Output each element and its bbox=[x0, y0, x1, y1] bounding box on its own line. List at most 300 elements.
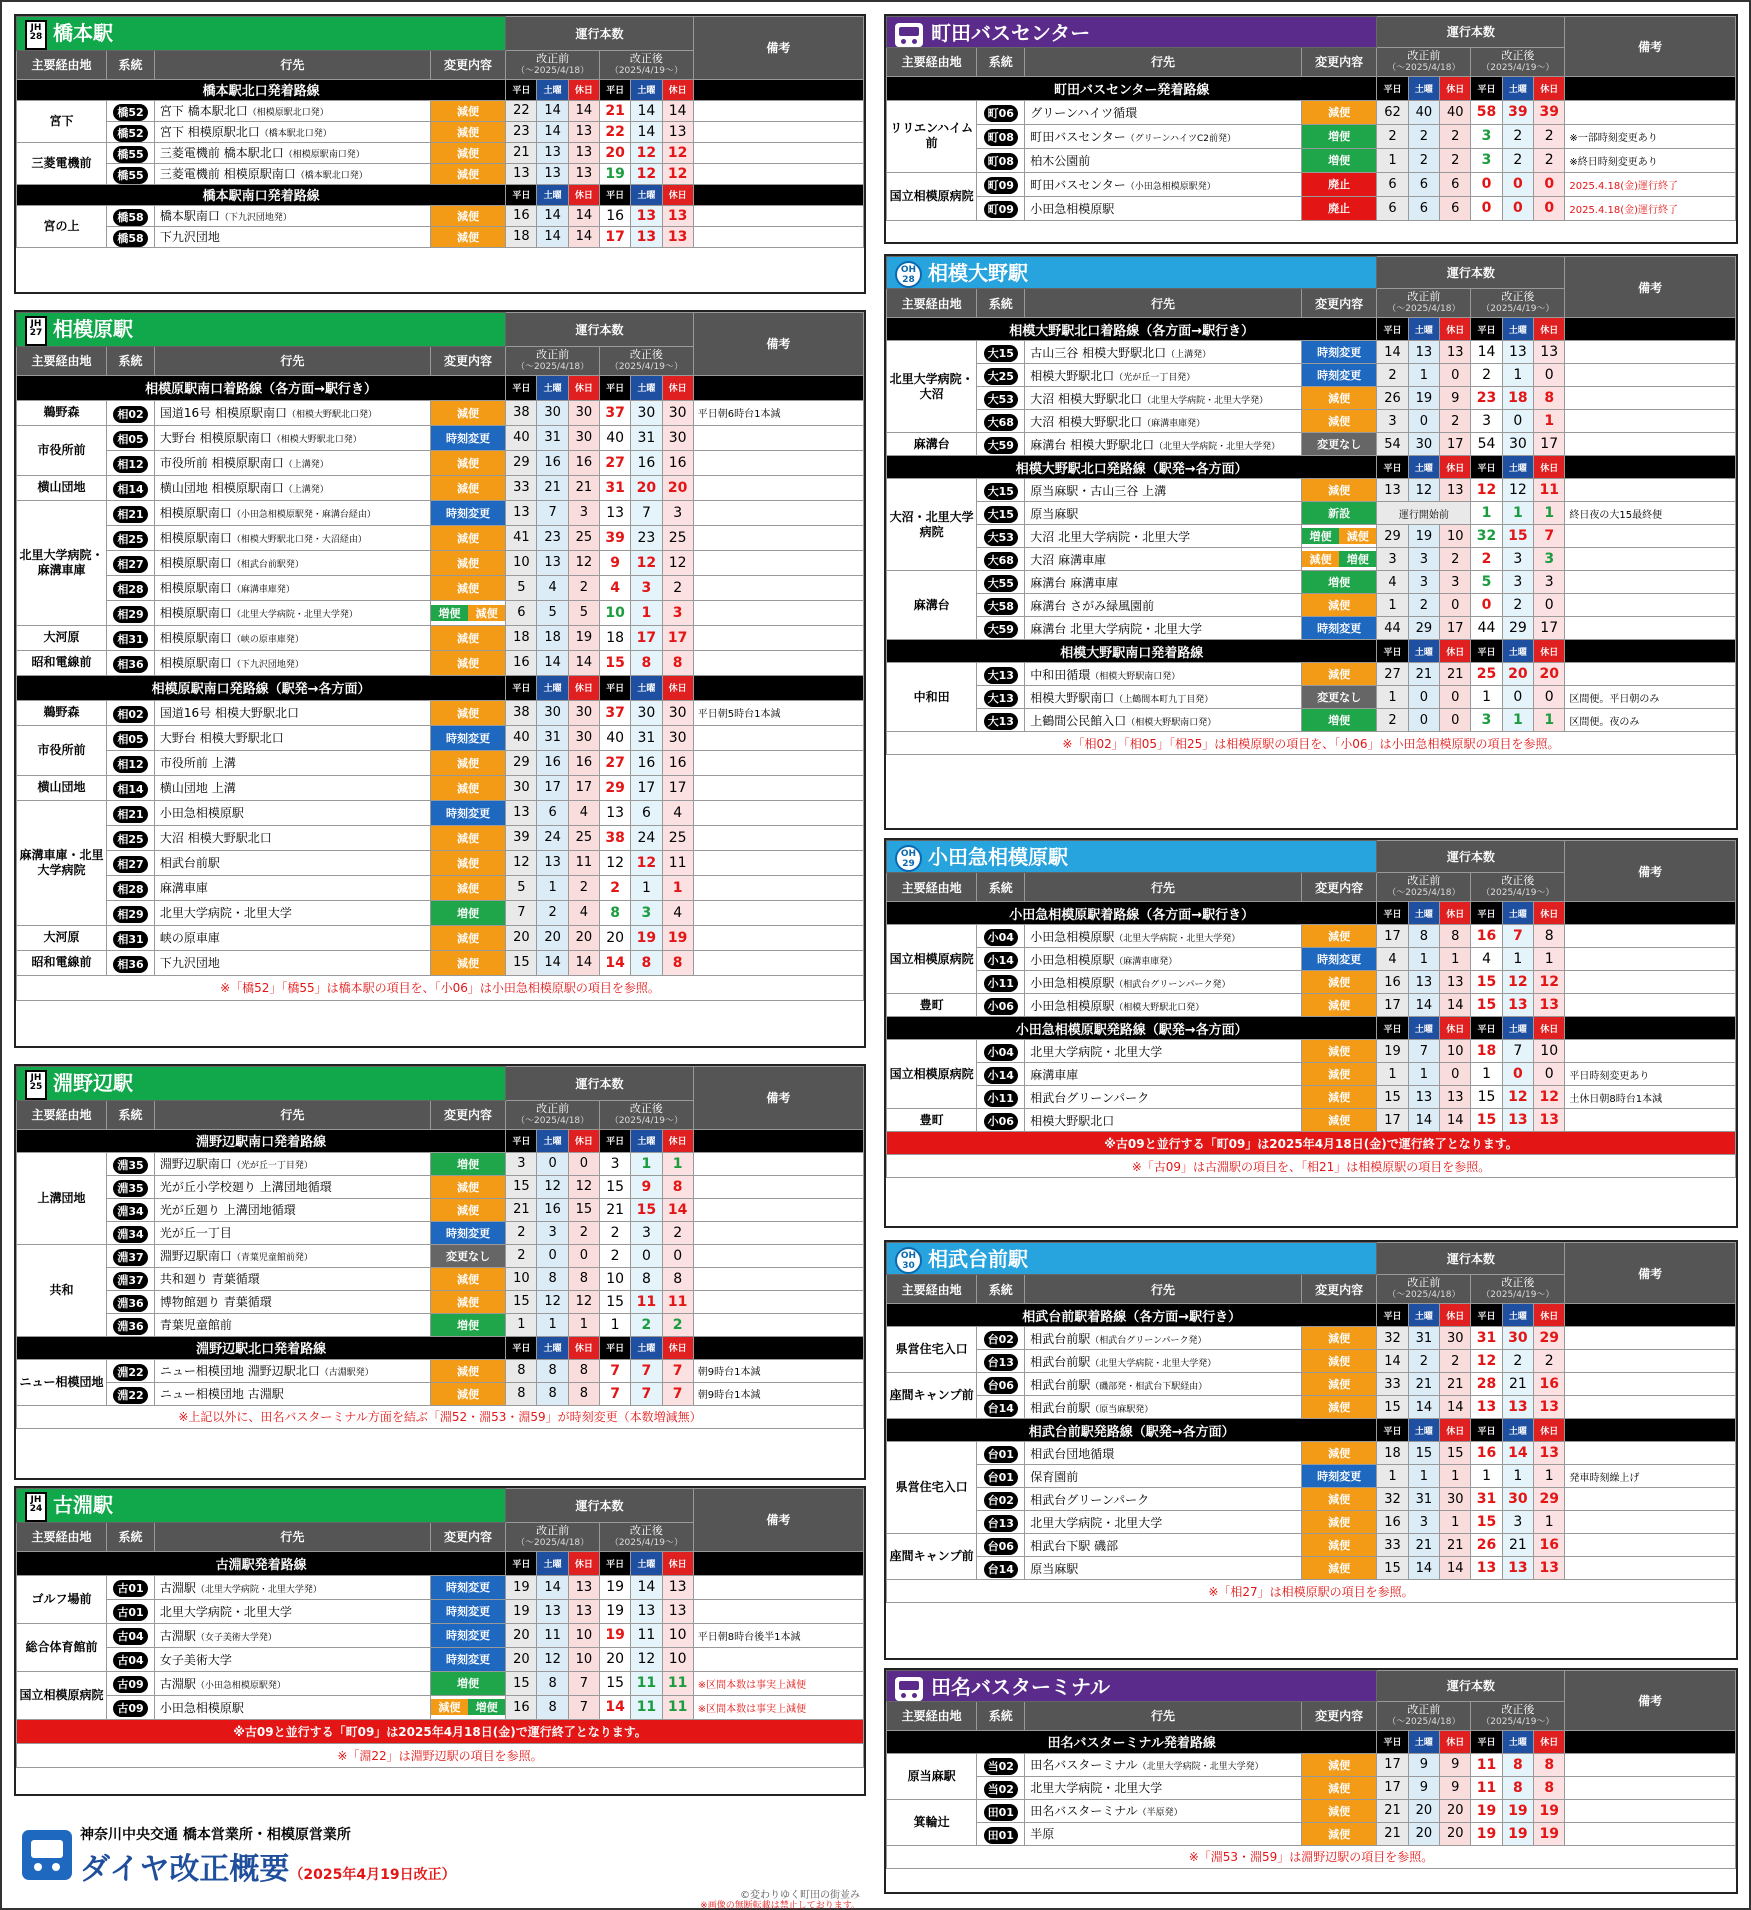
change-type: 減便 bbox=[1301, 1350, 1377, 1373]
before-count: 1 bbox=[1408, 1063, 1439, 1086]
table-row bbox=[887, 124, 1736, 148]
route-badge: 相14 bbox=[107, 475, 155, 500]
change-type: 増便 bbox=[430, 1671, 505, 1695]
remark bbox=[693, 625, 863, 650]
change-type: 時刻変更 bbox=[1301, 341, 1377, 364]
before-count: 1 bbox=[1440, 1511, 1471, 1534]
table-row bbox=[17, 625, 864, 650]
after-count: 13 bbox=[1534, 341, 1565, 364]
after-count: 13 bbox=[631, 205, 662, 226]
destination: 宮下 相模原駅北口（橋本駅北口発） bbox=[154, 121, 430, 142]
destination: 麻溝台 さがみ緑風園前 bbox=[1025, 594, 1302, 617]
before-count: 3 bbox=[1377, 548, 1408, 571]
day-holiday: 休日 bbox=[1534, 456, 1565, 479]
day-saturday: 土曜 bbox=[1408, 76, 1439, 100]
section-title: 古淵駅発着路線 bbox=[17, 1551, 506, 1575]
before-count: 33 bbox=[506, 475, 537, 500]
after-count: 15 bbox=[1471, 1086, 1502, 1109]
after-count: 30 bbox=[1502, 1327, 1533, 1350]
after-count: 1 bbox=[1502, 709, 1533, 732]
table-row bbox=[887, 1776, 1736, 1799]
after-count: 1 bbox=[1471, 1063, 1502, 1086]
footnote: ※「相02」「相05」「相25」は相模原駅の項目を、「小06」は小田急相模原駅の項目を参照。 bbox=[887, 732, 1736, 755]
table-row bbox=[887, 1086, 1736, 1109]
route-header: 系統 bbox=[977, 873, 1025, 902]
section-title: 小田急相模原駅発路線（駅発→各方面） bbox=[887, 1017, 1377, 1040]
after-header: 改正後 （2025/4/19～） bbox=[1471, 47, 1565, 76]
table-row bbox=[17, 1290, 864, 1313]
day-holiday: 休日 bbox=[1534, 1017, 1565, 1040]
destination: 博物館廻り 青葉循環 bbox=[154, 1290, 430, 1313]
remark bbox=[1565, 1396, 1736, 1419]
destination: 淵野辺駅南口（青葉児童館前発） bbox=[154, 1244, 430, 1267]
day-weekday: 平日 bbox=[600, 1129, 631, 1152]
table-row bbox=[887, 1396, 1736, 1419]
after-count: 30 bbox=[631, 700, 662, 725]
destination: 原当麻駅 bbox=[1025, 502, 1302, 525]
table-row bbox=[17, 550, 864, 575]
after-count: 30 bbox=[662, 400, 693, 425]
after-count: 37 bbox=[600, 400, 631, 425]
after-count: 7 bbox=[600, 1359, 631, 1382]
after-count: 8 bbox=[1534, 1753, 1565, 1776]
before-count: 30 bbox=[568, 725, 599, 750]
table-row bbox=[17, 475, 864, 500]
change-type: 減便 bbox=[430, 142, 505, 163]
after-count: 3 bbox=[1471, 709, 1502, 732]
before-count: 3 bbox=[1408, 1511, 1439, 1534]
timetable-odasaga bbox=[886, 840, 1736, 1178]
after-count: 18 bbox=[1471, 1040, 1502, 1063]
remark-header: 備考 bbox=[1565, 17, 1736, 77]
after-count: 7 bbox=[600, 1382, 631, 1405]
before-count: 33 bbox=[1377, 1373, 1408, 1396]
after-count: 2 bbox=[1534, 124, 1565, 148]
before-count: 39 bbox=[506, 825, 537, 850]
before-count: 13 bbox=[537, 550, 568, 575]
destination: 相武台グリーンパーク bbox=[1025, 1086, 1302, 1109]
table-row bbox=[887, 364, 1736, 387]
before-count: 6 bbox=[1440, 196, 1471, 220]
table-row bbox=[887, 410, 1736, 433]
remark bbox=[1565, 617, 1736, 640]
dest-header: 行先 bbox=[154, 1100, 430, 1129]
after-count: 8 bbox=[631, 650, 662, 675]
remark bbox=[1565, 1350, 1736, 1373]
destination: 三菱電機前 橋本駅北口（相模原駅南口発） bbox=[154, 142, 430, 163]
via-cell: 麻溝車庫・北里大学病院 bbox=[17, 800, 107, 925]
before-header: 改正前 （～2025/4/18） bbox=[506, 346, 600, 375]
route-badge: 古09 bbox=[107, 1671, 155, 1695]
remark bbox=[693, 450, 863, 475]
before-count: 32 bbox=[1377, 1488, 1408, 1511]
after-count: 30 bbox=[662, 425, 693, 450]
destination: 市役所前 上溝 bbox=[154, 750, 430, 775]
change-type: 減便 bbox=[430, 1290, 505, 1313]
change-type: 時刻変更 bbox=[430, 1623, 505, 1647]
destination: 大沼 相模大野駅北口 bbox=[154, 825, 430, 850]
table-row bbox=[17, 1267, 864, 1290]
day-holiday: 休日 bbox=[1440, 1730, 1471, 1753]
via-cell: 麻溝台 bbox=[887, 571, 977, 640]
day-weekday: 平日 bbox=[1377, 640, 1408, 663]
before-count: 54 bbox=[1377, 433, 1408, 456]
remark bbox=[1565, 1753, 1736, 1776]
route-badge: 台14 bbox=[977, 1396, 1025, 1419]
after-count: 13 bbox=[662, 121, 693, 142]
after-count: 11 bbox=[662, 850, 693, 875]
destination: 古山三谷 相模大野駅北口（上溝発） bbox=[1025, 341, 1302, 364]
route-badge: 大55 bbox=[977, 571, 1025, 594]
via-cell: 大沼・北里大学病院 bbox=[887, 479, 977, 571]
remark: ※一部時刻変更あり bbox=[1565, 124, 1736, 148]
after-count: 9 bbox=[600, 550, 631, 575]
via-header: 主要経由地 bbox=[887, 289, 977, 318]
before-count: 8 bbox=[537, 1695, 568, 1719]
before-count: 12 bbox=[1408, 479, 1439, 502]
table-row bbox=[17, 1599, 864, 1623]
change-type: 減便 bbox=[430, 525, 505, 550]
after-count: 12 bbox=[1471, 479, 1502, 502]
destination: 小田急相模原駅 bbox=[154, 1695, 430, 1719]
after-count: 13 bbox=[1502, 1396, 1533, 1419]
before-count: 24 bbox=[537, 825, 568, 850]
before-count: 17 bbox=[1440, 433, 1471, 456]
destination: 相模原駅南口（下九沢団地発） bbox=[154, 650, 430, 675]
remark: ※区間本数は事実上減便 bbox=[693, 1671, 863, 1695]
after-count: 19 bbox=[600, 1623, 631, 1647]
after-count: 0 bbox=[1502, 1063, 1533, 1086]
after-count: 23 bbox=[1471, 387, 1502, 410]
before-count: 14 bbox=[1408, 994, 1439, 1017]
before-count: 19 bbox=[1408, 525, 1439, 548]
after-header: 改正後 （2025/4/19～） bbox=[600, 50, 694, 79]
before-count: 29 bbox=[506, 750, 537, 775]
before-count: 5 bbox=[506, 875, 537, 900]
via-cell: ゴルフ場前 bbox=[17, 1575, 107, 1623]
count-header: 運行本数 bbox=[506, 1489, 694, 1523]
day-saturday: 土曜 bbox=[537, 184, 568, 205]
day-holiday: 休日 bbox=[1440, 318, 1471, 341]
before-count: 0 bbox=[568, 1244, 599, 1267]
after-count: 16 bbox=[1534, 1534, 1565, 1557]
before-count: 9 bbox=[1440, 1753, 1471, 1776]
day-saturday: 土曜 bbox=[537, 1129, 568, 1152]
route-badge: 小04 bbox=[977, 1040, 1025, 1063]
table-row bbox=[887, 1040, 1736, 1063]
route-badge: 相31 bbox=[107, 925, 155, 950]
remark bbox=[693, 550, 863, 575]
remark bbox=[1565, 100, 1736, 124]
before-count: 40 bbox=[506, 425, 537, 450]
before-count: 21 bbox=[1408, 1373, 1439, 1396]
before-count: 12 bbox=[568, 550, 599, 575]
day-weekday: 平日 bbox=[1471, 1419, 1502, 1442]
before-count: 31 bbox=[1408, 1488, 1439, 1511]
after-count: 3 bbox=[1502, 548, 1533, 571]
before-count: 14 bbox=[1440, 994, 1471, 1017]
before-count: 31 bbox=[537, 725, 568, 750]
after-count: 3 bbox=[1502, 571, 1533, 594]
table-row bbox=[887, 1511, 1736, 1534]
before-count: 13 bbox=[568, 1599, 599, 1623]
before-count: 13 bbox=[1408, 971, 1439, 994]
destination: 小田急相模原駅 bbox=[1025, 196, 1302, 220]
route-badge: 相02 bbox=[107, 700, 155, 725]
day-holiday: 休日 bbox=[662, 1129, 693, 1152]
after-count: 8 bbox=[1534, 925, 1565, 948]
before-count: 21 bbox=[1440, 663, 1471, 686]
before-count: 12 bbox=[537, 1290, 568, 1313]
count-header: 運行本数 bbox=[1377, 257, 1565, 289]
change-type: 廃止 bbox=[1301, 196, 1377, 220]
route-header: 系統 bbox=[107, 50, 155, 79]
day-saturday: 土曜 bbox=[1502, 640, 1533, 663]
change-type: 増便 減便 bbox=[1301, 525, 1377, 548]
before-count: 21 bbox=[506, 1198, 537, 1221]
after-count: 3 bbox=[1471, 148, 1502, 172]
bus-logo-icon bbox=[22, 1830, 72, 1880]
page-title bbox=[80, 1844, 456, 1888]
dest-header: 行先 bbox=[1025, 873, 1302, 902]
before-count: 14 bbox=[1408, 1109, 1439, 1132]
after-count: 2 bbox=[1502, 148, 1533, 172]
footnote: ※「橋52」「橋55」は橋本駅の項目を、「小06」は小田急相模原駅の項目を参照。 bbox=[17, 975, 864, 1000]
after-count: 2 bbox=[1534, 1350, 1565, 1373]
via-cell: 北里大学病院・麻溝車庫 bbox=[17, 500, 107, 625]
route-badge: 小06 bbox=[977, 994, 1025, 1017]
after-count: 6 bbox=[631, 800, 662, 825]
after-count: 58 bbox=[1471, 100, 1502, 124]
after-count: 18 bbox=[600, 625, 631, 650]
count-header: 運行本数 bbox=[1377, 841, 1565, 873]
remark bbox=[1565, 594, 1736, 617]
destination: 淵野辺駅南口（光が丘一丁目発） bbox=[154, 1152, 430, 1175]
via-cell: 大河原 bbox=[17, 925, 107, 950]
after-count: 4 bbox=[662, 800, 693, 825]
after-count: 21 bbox=[1502, 1534, 1533, 1557]
change-type: 時刻変更 bbox=[430, 500, 505, 525]
via-cell: 県営住宅入口 bbox=[887, 1327, 977, 1373]
change-type: 増便 減便 bbox=[430, 600, 505, 625]
day-weekday: 平日 bbox=[1471, 76, 1502, 100]
change-type: 減便 bbox=[1301, 1373, 1377, 1396]
before-count: 2 bbox=[1377, 364, 1408, 387]
after-count: 8 bbox=[662, 650, 693, 675]
after-count: 8 bbox=[631, 950, 662, 975]
after-count: 11 bbox=[1534, 479, 1565, 502]
day-saturday: 土曜 bbox=[1408, 318, 1439, 341]
after-count: 1 bbox=[631, 600, 662, 625]
via-cell: 三菱電機前 bbox=[17, 142, 107, 184]
before-count: 30 bbox=[1408, 433, 1439, 456]
destination: 共和廻り 青葉循環 bbox=[154, 1267, 430, 1290]
table-row bbox=[887, 196, 1736, 220]
via-cell: 上溝団地 bbox=[17, 1152, 107, 1244]
after-count: 3 bbox=[1471, 410, 1502, 433]
after-count: 14 bbox=[631, 121, 662, 142]
before-count: 12 bbox=[506, 850, 537, 875]
destination: 市役所前 相模原駅南口（上溝発） bbox=[154, 450, 430, 475]
after-count: 8 bbox=[1502, 1753, 1533, 1776]
day-holiday: 休日 bbox=[1534, 1304, 1565, 1327]
before-count: 2 bbox=[568, 1221, 599, 1244]
day-weekday: 平日 bbox=[600, 79, 631, 100]
route-header: 系統 bbox=[977, 1275, 1025, 1304]
before-count: 17 bbox=[1377, 925, 1408, 948]
change-type: 減便 bbox=[1301, 925, 1377, 948]
before-count: 16 bbox=[568, 750, 599, 775]
route-badge: 台02 bbox=[977, 1488, 1025, 1511]
after-count: 8 bbox=[1534, 1776, 1565, 1799]
after-count: 20 bbox=[1534, 663, 1565, 686]
before-count: 20 bbox=[1408, 1799, 1439, 1822]
after-count: 13 bbox=[1471, 1396, 1502, 1419]
after-count: 13 bbox=[1534, 994, 1565, 1017]
via-cell: 箕輪辻 bbox=[887, 1799, 977, 1845]
table-row bbox=[17, 450, 864, 475]
route-badge: 大13 bbox=[977, 686, 1025, 709]
via-header: 主要経由地 bbox=[17, 50, 107, 79]
via-cell: 国立相模原病院 bbox=[887, 1040, 977, 1109]
via-cell: 原当麻駅 bbox=[887, 1753, 977, 1799]
after-count: 3 bbox=[631, 575, 662, 600]
count-header: 運行本数 bbox=[506, 17, 694, 51]
after-count: 16 bbox=[631, 450, 662, 475]
day-saturday: 土曜 bbox=[631, 184, 662, 205]
table-row bbox=[17, 425, 864, 450]
station-title: OH 30 相武台前駅 bbox=[887, 1243, 1377, 1275]
before-count: 2 bbox=[1440, 548, 1471, 571]
destination: 峡の原車庫 bbox=[154, 925, 430, 950]
after-count: 1 bbox=[1502, 502, 1533, 525]
after-count: 3 bbox=[662, 600, 693, 625]
before-count: 4 bbox=[568, 900, 599, 925]
destination: 相武台前駅（原当麻駅発） bbox=[1025, 1396, 1302, 1419]
after-count: 16 bbox=[631, 750, 662, 775]
before-count: 21 bbox=[1377, 1799, 1408, 1822]
route-badge: 相12 bbox=[107, 450, 155, 475]
after-count: 17 bbox=[600, 226, 631, 247]
timetable-machida bbox=[886, 16, 1736, 221]
change-type: 減便 bbox=[1301, 663, 1377, 686]
before-count: 13 bbox=[1408, 1086, 1439, 1109]
route-badge: 大13 bbox=[977, 709, 1025, 732]
after-count: 14 bbox=[631, 1575, 662, 1599]
station-panel-odasaga bbox=[884, 838, 1738, 1228]
day-weekday: 平日 bbox=[506, 375, 537, 400]
change-type: 減便 bbox=[1301, 1086, 1377, 1109]
day-saturday: 土曜 bbox=[1408, 1017, 1439, 1040]
table-row bbox=[17, 163, 864, 184]
table-row bbox=[17, 525, 864, 550]
change-type: 時刻変更 bbox=[430, 425, 505, 450]
table-row bbox=[887, 971, 1736, 994]
via-cell: 国立相模原病院 bbox=[887, 925, 977, 994]
destination: 古淵駅（女子美術大学発） bbox=[154, 1623, 430, 1647]
after-count: 13 bbox=[1502, 341, 1533, 364]
remark bbox=[1565, 479, 1736, 502]
before-count: 13 bbox=[568, 163, 599, 184]
remark: 平日時刻変更あり bbox=[1565, 1063, 1736, 1086]
after-count: 12 bbox=[1534, 1086, 1565, 1109]
destination: 国道16号 相模大野駅北口 bbox=[154, 700, 430, 725]
change-type: 減便 bbox=[430, 575, 505, 600]
after-count: 13 bbox=[1534, 1557, 1565, 1580]
section-title: 町田バスセンター発着路線 bbox=[887, 76, 1377, 100]
destination: 麻溝車庫 bbox=[154, 875, 430, 900]
day-saturday: 土曜 bbox=[1408, 456, 1439, 479]
change-type: 減便 増便 bbox=[430, 1695, 505, 1719]
before-count: 21 bbox=[1440, 1373, 1471, 1396]
route-badge: 小04 bbox=[977, 925, 1025, 948]
after-count: 13 bbox=[1534, 1396, 1565, 1419]
destination: 麻溝車庫 bbox=[1025, 1063, 1302, 1086]
route-badge: 大68 bbox=[977, 410, 1025, 433]
via-header: 主要経由地 bbox=[17, 1100, 107, 1129]
table-row bbox=[887, 548, 1736, 571]
after-count: 19 bbox=[662, 925, 693, 950]
route-badge: 町08 bbox=[977, 148, 1025, 172]
route-badge: 相02 bbox=[107, 400, 155, 425]
after-count: 8 bbox=[1502, 1776, 1533, 1799]
after-count: 1 bbox=[631, 875, 662, 900]
route-badge: 相14 bbox=[107, 775, 155, 800]
table-row bbox=[17, 142, 864, 163]
change-type: 増便 bbox=[430, 1152, 505, 1175]
change-type: 減便 bbox=[430, 625, 505, 650]
route-badge: 相28 bbox=[107, 875, 155, 900]
before-count: 21 bbox=[1377, 1822, 1408, 1845]
via-cell: 北里大学病院・大沼 bbox=[887, 341, 977, 433]
after-count: 15 bbox=[1471, 1511, 1502, 1534]
change-type: 減便 bbox=[1301, 387, 1377, 410]
change-type: 減便 bbox=[1301, 1799, 1377, 1822]
destination: 光が丘廻り 上溝団地循環 bbox=[154, 1198, 430, 1221]
before-count: 29 bbox=[1408, 617, 1439, 640]
after-count: 29 bbox=[1502, 617, 1533, 640]
destination: 宮下 橋本駅北口（相模原駅北口発） bbox=[154, 100, 430, 121]
before-count: 16 bbox=[537, 1198, 568, 1221]
change-type: 減便 bbox=[1301, 1442, 1377, 1465]
route-badge: 大15 bbox=[977, 479, 1025, 502]
change-type: 時刻変更 bbox=[430, 725, 505, 750]
table-row bbox=[887, 341, 1736, 364]
via-cell: 国立相模原病院 bbox=[17, 1671, 107, 1719]
via-cell: 昭和電線前 bbox=[17, 950, 107, 975]
route-badge: 当02 bbox=[977, 1753, 1025, 1776]
change-type: 減便 bbox=[1301, 1534, 1377, 1557]
after-count: 9 bbox=[631, 1175, 662, 1198]
table-row bbox=[887, 1534, 1736, 1557]
after-count: 13 bbox=[1471, 1557, 1502, 1580]
day-holiday: 休日 bbox=[568, 79, 599, 100]
after-header: 改正後 （2025/4/19～） bbox=[600, 1100, 694, 1129]
day-weekday: 平日 bbox=[600, 375, 631, 400]
change-type: 減便 bbox=[430, 1382, 505, 1405]
station-title: OH 28 相模大野駅 bbox=[887, 257, 1377, 289]
via-cell: 鵜野森 bbox=[17, 700, 107, 725]
after-count: 8 bbox=[662, 950, 693, 975]
after-count: 14 bbox=[1502, 1442, 1533, 1465]
station-title: JH 27 相模原駅 bbox=[17, 313, 506, 347]
table-row bbox=[17, 900, 864, 925]
via-header: 主要経由地 bbox=[17, 346, 107, 375]
before-count: 31 bbox=[1408, 1327, 1439, 1350]
route-badge: 橋55 bbox=[107, 163, 155, 184]
before-count: 1 bbox=[1377, 686, 1408, 709]
table-row bbox=[17, 205, 864, 226]
